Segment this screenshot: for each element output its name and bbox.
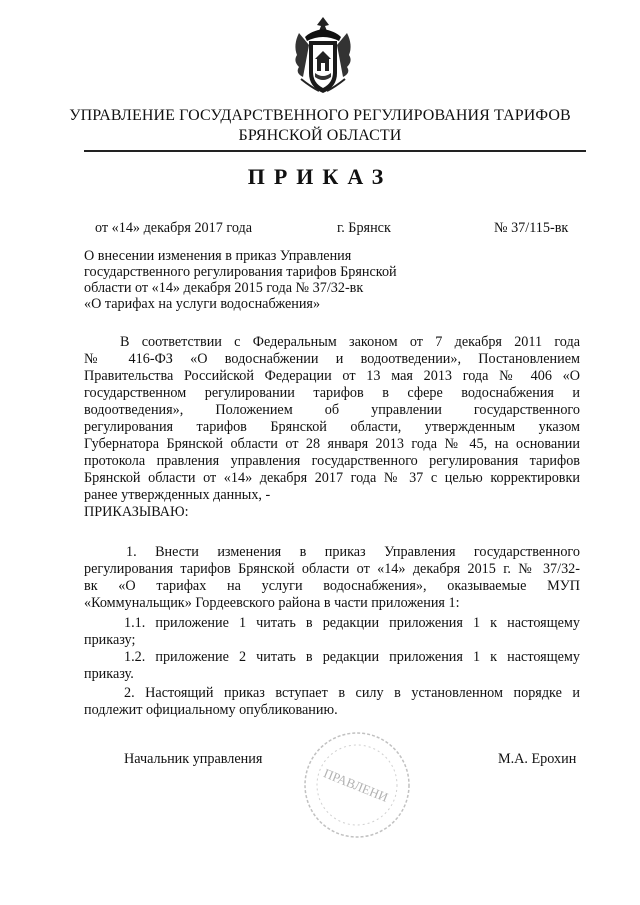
preamble-line: Правительства Российской Федерации от 13 мая 2013 года № 406 «О xyxy=(84,368,580,384)
item-1-2-line: приказу. xyxy=(84,666,134,682)
document-date: от «14» декабря 2017 года xyxy=(95,220,253,236)
preamble-line: Брянской области от «14» декабря 2017 года № 37 с целью корректировки xyxy=(84,470,580,486)
document-title: ПРИКАЗ xyxy=(247,164,393,189)
stamp-text: ПРАВЛЕНИ xyxy=(321,765,391,805)
document-city: г. Брянск xyxy=(337,220,391,236)
item-1-line: регулирования тарифов Брянской области от «14» декабря 2015 г. № 37/32- xyxy=(84,561,580,577)
item-1-2-line: 1.2. приложение 2 читать в редакции приложения 1 к настоящему xyxy=(124,649,580,665)
document-number: № 37/115-вк xyxy=(494,220,569,236)
subject-line: области от «14» декабря 2015 года № 37/32-вк xyxy=(84,280,364,296)
item-2-line: подлежит официальному опубликованию. xyxy=(84,702,338,718)
preamble-line: Губернатора Брянской области от 28 января 2013 года № 45, на основании xyxy=(84,436,580,452)
order-word: ПРИКАЗЫВАЮ: xyxy=(84,504,189,520)
item-1-1-line: приказу; xyxy=(84,632,136,648)
official-stamp xyxy=(300,728,415,843)
item-1-line: 1. Внести изменения в приказ Управления государственного xyxy=(126,544,580,560)
subject-line: «О тарифах на услуги водоснабжения» xyxy=(84,296,321,312)
item-1-line: вк «О тарифах на услуги водоснабжения», оказываемые МУП xyxy=(84,578,580,594)
organization-name-line2: БРЯНСКОЙ ОБЛАСТИ xyxy=(238,127,402,144)
preamble-line: протокола правления управления государственного регулирования тарифов xyxy=(84,453,580,469)
header-divider xyxy=(84,150,586,152)
item-1-line: «Коммунальщик» Гордеевского района в части приложения 1: xyxy=(84,595,460,611)
preamble-line: ранее утвержденных данных, - xyxy=(84,487,271,503)
subject-line: О внесении изменения в приказ Управления xyxy=(84,248,352,264)
organization-name-line1: УПРАВЛЕНИЕ ГОСУДАРСТВЕННОГО РЕГУЛИРОВАНИЯ ТАРИФОВ xyxy=(69,107,571,124)
subject-line: государственного регулирования тарифов Брянской xyxy=(84,264,397,280)
item-1-1-line: 1.1. приложение 1 читать в редакции приложения 1 к настоящему xyxy=(124,615,580,631)
preamble-line: водоотведения», Положением об управлении государственного xyxy=(84,402,580,418)
preamble-line: регулирования тарифов Брянской области, утвержденным указом xyxy=(84,419,580,435)
preamble-line: государственном регулировании тарифов в сфере водоснабжения и xyxy=(84,385,580,401)
coat-of-arms-emblem xyxy=(291,15,355,97)
preamble-line: № 416-ФЗ «О водоснабжении и водоотведении», Постановлением xyxy=(84,351,580,367)
item-2-line: 2. Настоящий приказ вступает в силу в установленном порядке и xyxy=(124,685,580,701)
preamble-line: В соответствии с Федеральным законом от 7 декабря 2011 года xyxy=(120,334,580,350)
signatory-name: М.А. Ерохин xyxy=(498,751,577,767)
signatory-position: Начальник управления xyxy=(124,751,263,767)
